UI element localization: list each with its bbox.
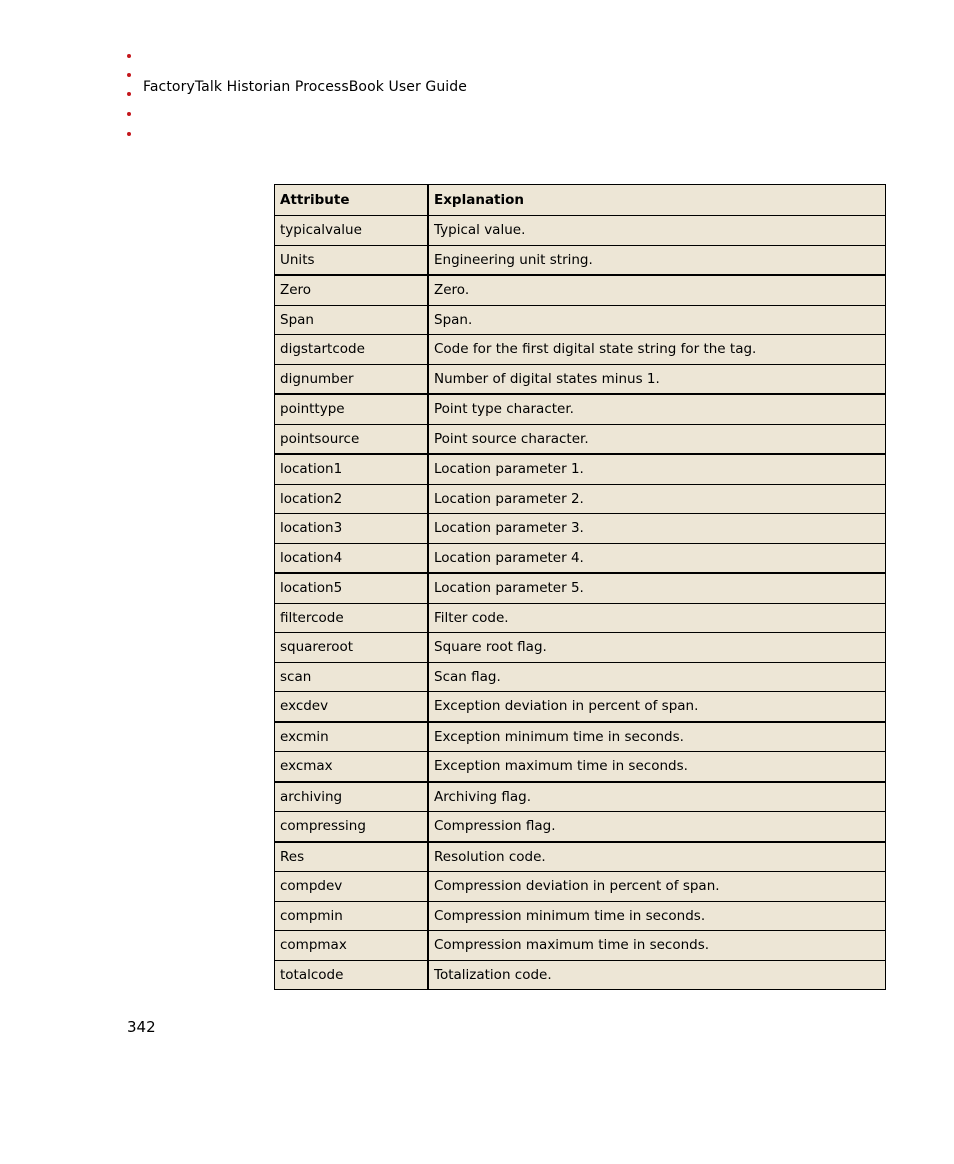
table-row xyxy=(275,454,886,484)
table-header-row xyxy=(275,185,886,216)
attribute-cell: totalcode xyxy=(275,960,429,990)
explanation-cell: Exception maximum time in seconds. xyxy=(428,752,886,782)
explanation-cell: Filter code. xyxy=(428,603,886,633)
table-row xyxy=(275,901,886,931)
attribute-cell: location1 xyxy=(275,454,429,484)
explanation-cell: Compression minimum time in seconds. xyxy=(428,901,886,931)
table-row xyxy=(275,603,886,633)
table-row xyxy=(275,842,886,872)
explanation-cell: Location parameter 4. xyxy=(428,543,886,573)
explanation-cell: Zero. xyxy=(428,275,886,305)
attribute-cell: dignumber xyxy=(275,364,429,394)
attribute-cell: Span xyxy=(275,305,429,335)
explanation-cell: Square root flag. xyxy=(428,633,886,663)
table-row xyxy=(275,335,886,365)
attribute-cell: filtercode xyxy=(275,603,429,633)
table-row xyxy=(275,722,886,752)
explanation-cell: Totalization code. xyxy=(428,960,886,990)
table-row xyxy=(275,394,886,424)
attribute-cell: excmin xyxy=(275,722,429,752)
attribute-table xyxy=(274,184,886,990)
table-row xyxy=(275,812,886,842)
table-row xyxy=(275,514,886,544)
table-row xyxy=(275,782,886,812)
explanation-cell: Point type character. xyxy=(428,394,886,424)
table-row xyxy=(275,305,886,335)
attribute-cell: squareroot xyxy=(275,633,429,663)
column-header-attribute: Attribute xyxy=(275,185,429,216)
explanation-cell: Span. xyxy=(428,305,886,335)
table-row xyxy=(275,275,886,305)
table-row xyxy=(275,662,886,692)
bullet-icon xyxy=(127,132,131,136)
explanation-cell: Compression maximum time in seconds. xyxy=(428,931,886,961)
attribute-cell: compressing xyxy=(275,812,429,842)
table-row xyxy=(275,960,886,990)
attribute-cell: excdev xyxy=(275,692,429,722)
table-row xyxy=(275,216,886,246)
table-row xyxy=(275,245,886,275)
bullet-icon xyxy=(127,54,131,58)
attribute-cell: location3 xyxy=(275,514,429,544)
attribute-cell: digstartcode xyxy=(275,335,429,365)
table-row xyxy=(275,752,886,782)
table-row xyxy=(275,633,886,663)
table-row xyxy=(275,364,886,394)
attribute-cell: location5 xyxy=(275,573,429,603)
explanation-cell: Location parameter 2. xyxy=(428,484,886,514)
attribute-cell: Res xyxy=(275,842,429,872)
attribute-cell: Units xyxy=(275,245,429,275)
explanation-cell: Location parameter 5. xyxy=(428,573,886,603)
table-row xyxy=(275,931,886,961)
attribute-cell: Zero xyxy=(275,275,429,305)
attribute-cell: excmax xyxy=(275,752,429,782)
table-row xyxy=(275,872,886,902)
bullet-icon xyxy=(127,112,131,116)
explanation-cell: Point source character. xyxy=(428,424,886,454)
bullet-icon xyxy=(127,73,131,77)
explanation-cell: Compression deviation in percent of span. xyxy=(428,872,886,902)
attribute-cell: archiving xyxy=(275,782,429,812)
attribute-cell: location4 xyxy=(275,543,429,573)
attribute-cell: pointtype xyxy=(275,394,429,424)
explanation-cell: Location parameter 3. xyxy=(428,514,886,544)
explanation-cell: Archiving flag. xyxy=(428,782,886,812)
explanation-cell: Engineering unit string. xyxy=(428,245,886,275)
attribute-cell: location2 xyxy=(275,484,429,514)
attribute-cell: typicalvalue xyxy=(275,216,429,246)
explanation-cell: Typical value. xyxy=(428,216,886,246)
table-row xyxy=(275,484,886,514)
attribute-cell: compmin xyxy=(275,901,429,931)
attribute-cell: compmax xyxy=(275,931,429,961)
table-row xyxy=(275,573,886,603)
page-number: 342 xyxy=(127,1018,156,1036)
bullet-icon xyxy=(127,92,131,96)
attribute-cell: scan xyxy=(275,662,429,692)
explanation-cell: Number of digital states minus 1. xyxy=(428,364,886,394)
explanation-cell: Code for the first digital state string for the tag. xyxy=(428,335,886,365)
explanation-cell: Exception deviation in percent of span. xyxy=(428,692,886,722)
explanation-cell: Location parameter 1. xyxy=(428,454,886,484)
table-row xyxy=(275,424,886,454)
explanation-cell: Resolution code. xyxy=(428,842,886,872)
table-body xyxy=(275,216,886,990)
attribute-cell: pointsource xyxy=(275,424,429,454)
attribute-cell: compdev xyxy=(275,872,429,902)
explanation-cell: Exception minimum time in seconds. xyxy=(428,722,886,752)
explanation-cell: Scan flag. xyxy=(428,662,886,692)
table-row xyxy=(275,692,886,722)
column-header-explanation: Explanation xyxy=(428,185,886,216)
table-row xyxy=(275,543,886,573)
explanation-cell: Compression flag. xyxy=(428,812,886,842)
document-title: FactoryTalk Historian ProcessBook User Guide xyxy=(143,79,467,95)
